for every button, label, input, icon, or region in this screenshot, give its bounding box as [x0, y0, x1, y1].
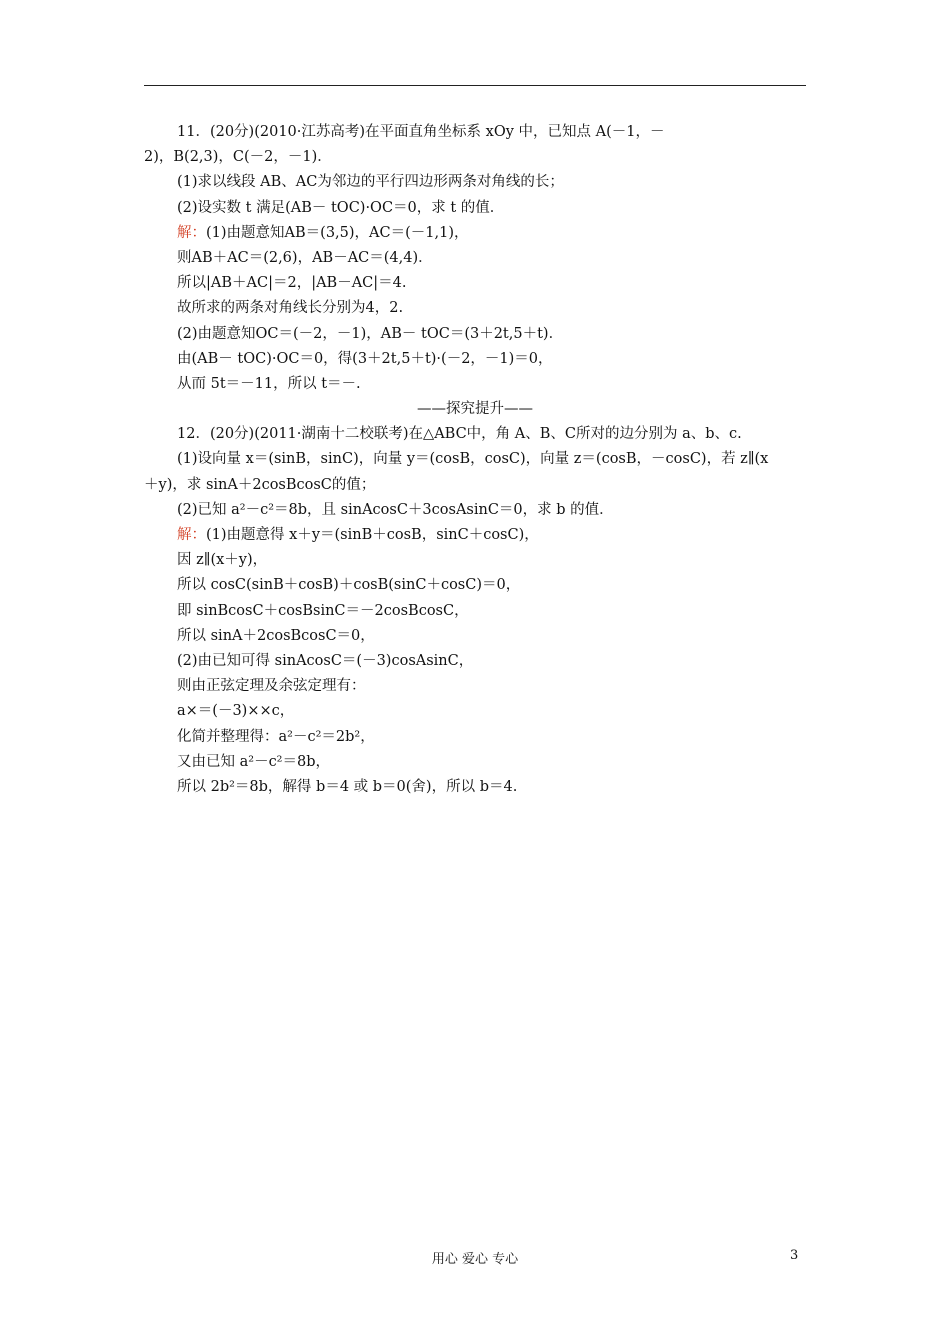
text-line — [144, 145, 806, 170]
document-body — [144, 120, 806, 800]
text-line — [144, 473, 806, 498]
text-line-content: 所以 cosC(sinB＋cosB)＋cosB(sinC＋cosC)＝0， — [177, 577, 521, 594]
text-line-content: (1)由题意得 x＋y＝(sinB＋cosB，sinC＋cosC)， — [206, 527, 539, 543]
text-line — [144, 422, 806, 447]
text-line — [144, 725, 806, 750]
text-line-content: 2)，B(2,3)，C(－2，－1)． — [144, 149, 332, 166]
text-line-content: 则AB＋AC＝(2,6)，AB－AC＝(4,4)． — [177, 249, 433, 266]
text-line-content: 12．(20分)(2011·湖南十二校联考)在△ABC中，角 A、B、C所对的边分别为 a、b、c. — [177, 426, 742, 443]
text-line — [144, 296, 806, 321]
text-line-content: (2)由已知可得 sinAcosC＝(－3)cosAsinC， — [177, 652, 474, 669]
section-heading — [144, 397, 806, 422]
text-line — [144, 649, 806, 674]
text-line-content: ——探究提升—— — [417, 401, 533, 418]
text-line — [144, 372, 806, 397]
text-line-content: 所以|AB＋AC|＝2，|AB－AC|＝4. — [177, 275, 407, 292]
text-line-content: a×＝(－3)××c， — [177, 703, 295, 720]
solution-label: 解： — [177, 224, 206, 241]
text-line-content: (1)设向量 x＝(sinB，sinC)，向量 y＝(cosB，cosC)，向量 z＝(cosB，－cosC)，若 z∥(x — [177, 451, 769, 468]
text-line — [144, 196, 806, 221]
text-line — [144, 170, 806, 195]
text-line-content: ＋y)，求 sinA＋2cosBcosC的值； — [144, 476, 376, 493]
text-line — [144, 498, 806, 523]
text-line-content: 由(AB－ tOC)·OC＝0，得(3＋2t,5＋t)·(－2，－1)＝0， — [177, 350, 553, 367]
text-line — [144, 347, 806, 372]
text-line-content: 化简并整理得：a²－c²＝2b²， — [177, 728, 375, 745]
text-line-content: 故所求的两条对角线长分别为4，2. — [177, 300, 404, 317]
text-line — [144, 624, 806, 649]
text-line — [144, 447, 806, 472]
text-line — [144, 246, 806, 271]
text-line — [144, 271, 806, 296]
header-rule — [144, 85, 806, 86]
text-line-content: (2)已知 a²－c²＝8b，且 sinAcosC＋3cosAsinC＝0，求 b 的值． — [177, 501, 614, 518]
text-line-content: 所以 sinA＋2cosBcosC＝0， — [177, 627, 375, 644]
text-line — [144, 775, 806, 800]
text-line — [144, 674, 806, 699]
text-line — [144, 322, 806, 347]
text-line-content: (1)求以线段 AB、AC为邻边的平行四边形两条对角线的长； — [177, 174, 564, 191]
text-line-content: 则由正弦定理及余弦定理有： — [177, 678, 366, 695]
text-line-content: 所以 2b²＝8b，解得 b＝4 或 b＝0(舍)，所以 b＝4. — [177, 778, 518, 795]
text-line — [144, 573, 806, 598]
text-line-content: 因 z∥(x＋y)， — [177, 552, 268, 569]
text-line-content: 11．(20分)(2010·江苏高考)在平面直角坐标系 xOy 中，已知点 A(－1，－ — [177, 124, 665, 140]
text-line — [144, 750, 806, 775]
text-line — [144, 120, 806, 145]
text-line — [144, 548, 806, 573]
text-line-content: (2)由题意知OC＝(－2，－1)，AB－ tOC＝(3＋2t,5＋t)． — [177, 325, 564, 342]
text-line-content: (1)由题意知AB＝(3,5)，AC＝(－1,1)， — [206, 224, 469, 241]
text-line-content: 又由已知 a²－c²＝8b， — [177, 753, 331, 770]
text-line-content: 从而 5t＝－11，所以 t＝－. — [177, 375, 361, 392]
text-line — [144, 699, 806, 724]
text-line-content: 即 sinBcosC＋cosBsinC＝－2cosBcosC， — [177, 602, 469, 619]
text-line — [144, 523, 806, 548]
solution-label: 解： — [177, 527, 206, 543]
page-number: 3 — [790, 1248, 799, 1263]
footer-slogan: 用心 爱心 专心 — [431, 1252, 519, 1267]
text-line — [144, 221, 806, 246]
text-line-content: (2)设实数 t 满足(AB－ tOC)·OC＝0，求 t 的值． — [177, 199, 505, 216]
text-line — [144, 599, 806, 624]
